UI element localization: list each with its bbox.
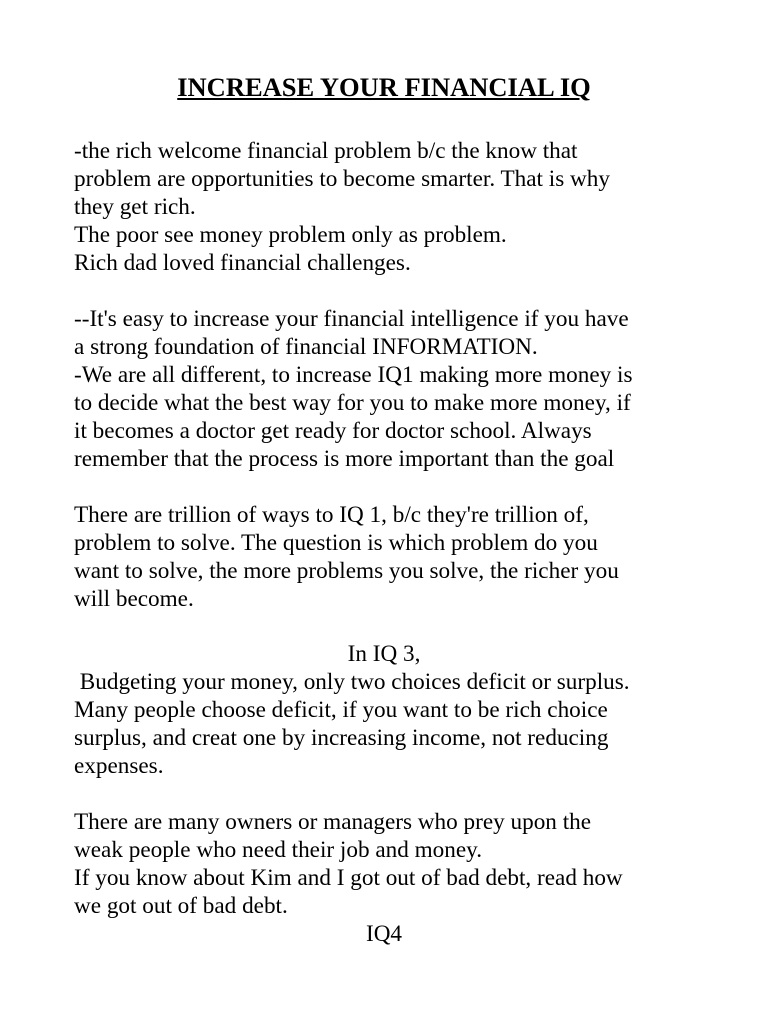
text-line: a strong foundation of financial INFORMATION. [74, 334, 538, 360]
text-line: to decide what the best way for you to make more money, if [74, 390, 631, 416]
text-line: want to solve, the more problems you solve, the richer you [74, 558, 619, 584]
text-line: There are many owners or managers who prey upon the [74, 809, 592, 835]
text-line: we got out of bad debt. [74, 893, 288, 919]
text-line: expenses. [74, 753, 164, 779]
text-line: -the rich welcome financial problem b/c the know that [74, 138, 578, 164]
text-line: Rich dad loved financial challenges. [74, 250, 411, 276]
text-line: problem are opportunities to become smarter. That is why [74, 166, 610, 192]
text-line: Budgeting your money, only two choices deficit or surplus. [74, 669, 630, 695]
section-heading: In IQ 3, [347, 641, 421, 667]
page-title: INCREASE YOUR FINANCIAL IQ [177, 72, 591, 102]
text-line: they get rich. [74, 194, 196, 220]
text-line: remember that the process is more important than the goal [74, 446, 615, 472]
text-line: weak people who need their job and money. [74, 837, 483, 863]
text-line: surplus, and creat one by increasing income, not reducing [74, 725, 609, 751]
text-line: problem to solve. The question is which problem do you [74, 530, 598, 556]
text-line: There are trillion of ways to IQ 1, b/c they're trillion of, [74, 502, 589, 528]
text-line: -We are all different, to increase IQ1 making more money is [74, 362, 633, 388]
text-line: will become. [74, 586, 194, 612]
text-line: If you know about Kim and I got out of bad debt, read how [74, 865, 623, 891]
text-line: --It's easy to increase your financial intelligence if you have [74, 306, 629, 332]
text-line: Many people choose deficit, if you want to be rich choice [74, 697, 608, 723]
text-line: it becomes a doctor get ready for doctor school. Always [74, 418, 592, 444]
text-line: The poor see money problem only as problem. [74, 222, 507, 248]
section-heading: IQ4 [365, 921, 403, 947]
